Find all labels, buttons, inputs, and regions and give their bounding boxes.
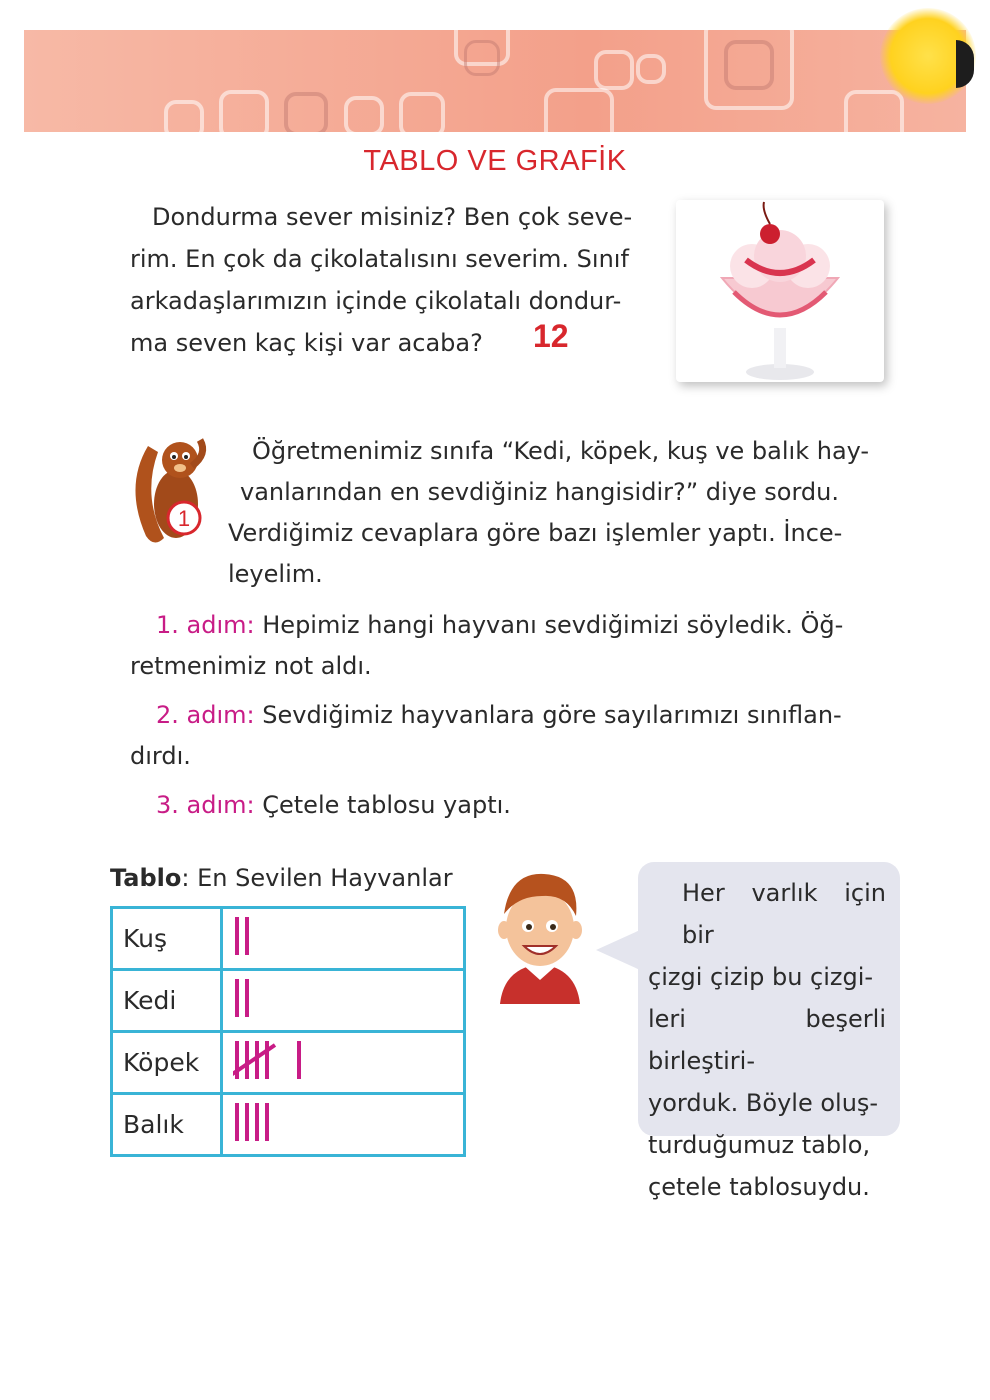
animal-name: Köpek <box>112 1032 222 1094</box>
page-title: TABLO VE GRAFİK <box>363 145 627 177</box>
step-3 <box>130 785 884 826</box>
step-text-cont: retmenimiz not aldı. <box>130 652 372 680</box>
step-label: 3. adım: <box>156 791 255 819</box>
boy-icon <box>490 864 590 1004</box>
table-row <box>112 908 465 970</box>
tally-marks <box>222 1032 465 1094</box>
step-text: Hepimiz hangi hayvanı sevdiğimizi söyledik. Öğ- <box>262 611 844 639</box>
tally-marks <box>222 1094 465 1156</box>
table-row <box>112 970 465 1032</box>
bubble-line: yorduk. Böyle oluş- <box>648 1089 879 1117</box>
table-row <box>112 1032 465 1094</box>
header-banner <box>24 30 966 132</box>
speech-bubble <box>638 862 900 1201</box>
tally-table <box>110 906 466 1157</box>
animal-name: Kuş <box>112 908 222 970</box>
handwritten-answer: 12 <box>533 318 569 354</box>
activity-line: leyelim. <box>228 560 323 588</box>
bubble-line: çetele tablosuydu. <box>648 1173 870 1201</box>
step-label: 1. adım: <box>156 611 255 639</box>
bubble-line: leri beşerli birleştiri- <box>648 1005 886 1075</box>
table-caption <box>110 864 453 892</box>
activity-line: Öğretmenimiz sınıfa “Kedi, köpek, kuş ve balık hay- <box>252 437 870 465</box>
tally-svg <box>233 973 433 1023</box>
animal-name: Balık <box>112 1094 222 1156</box>
bubble-line: Her varlık için bir <box>682 879 886 949</box>
table-row <box>112 1094 465 1156</box>
intro-line: rim. En çok da çikolatalısını severim. Sınıf <box>130 245 629 273</box>
intro-line: ma seven kaç kişi var acaba? <box>130 329 483 357</box>
step-label: 2. adım: <box>156 701 255 729</box>
intro-line: arkadaşlarımızın içinde çikolatalı dondur- <box>130 287 622 315</box>
tally-marks <box>222 970 465 1032</box>
bubble-line: çizgi çizip bu çizgi- <box>648 963 874 991</box>
intro-paragraph <box>130 196 650 364</box>
activity-line: Verdiğimiz cevaplara göre bazı işlemler yaptı. İnce- <box>228 519 843 547</box>
speech-bubble-tail <box>596 930 640 970</box>
tally-marks <box>222 908 465 970</box>
step-1 <box>130 605 884 687</box>
tally-svg <box>233 1035 433 1085</box>
table-caption-sep: : <box>181 864 190 892</box>
step-text-cont: dırdı. <box>130 742 191 770</box>
squirrel-mascot <box>128 426 216 554</box>
intro-line: Dondurma sever misiniz? Ben çok seve- <box>152 203 633 231</box>
step-text: Çetele tablosu yaptı. <box>262 791 511 819</box>
activity-number: 1 <box>177 506 191 531</box>
ice-cream-image <box>676 200 884 382</box>
step-2 <box>130 695 884 777</box>
bubble-line: turduğumuz tablo, <box>648 1131 871 1159</box>
table-caption-text: En Sevilen Hayvanlar <box>197 864 453 892</box>
boy-illustration <box>490 864 590 1004</box>
activity-line: vanlarından en sevdiğiniz hangisidir?” diye sordu. <box>240 478 839 506</box>
table-caption-label: Tablo <box>110 864 182 892</box>
squirrel-icon <box>128 426 216 554</box>
ice-cream-sundae-icon <box>676 200 884 382</box>
tally-svg <box>233 1097 433 1147</box>
tally-svg <box>233 911 433 961</box>
activity-paragraph <box>228 431 884 595</box>
animal-name: Kedi <box>112 970 222 1032</box>
step-text: Sevdiğimiz hayvanlara göre sayılarımızı sınıflan- <box>262 701 842 729</box>
